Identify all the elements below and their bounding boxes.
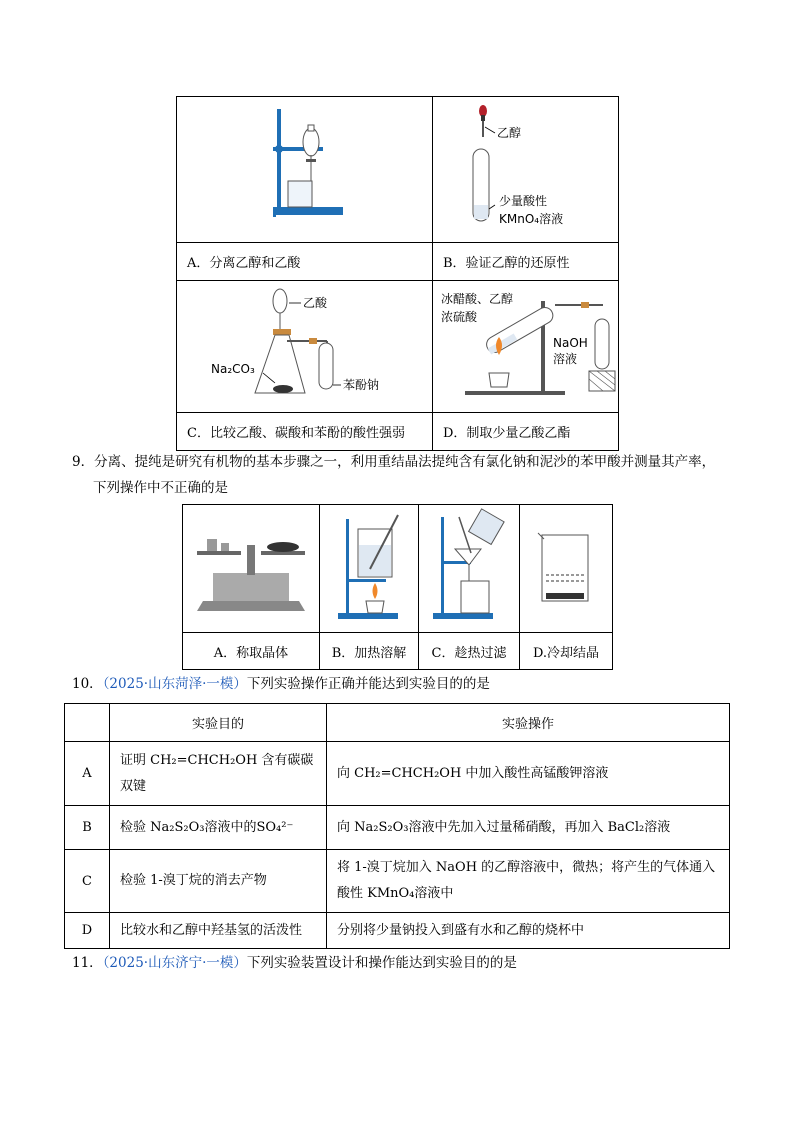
row-operation: 向 Na₂S₂O₃溶液中先加入过量稀硝酸，再加入 BaCl₂溶液	[327, 806, 730, 850]
heating-drawing	[320, 505, 418, 632]
crystallization-drawing	[520, 505, 612, 632]
question-10-source: （2025·山东菏泽·一模）	[102, 676, 247, 692]
question-10-stem	[72, 671, 732, 697]
table-row	[65, 742, 730, 806]
apparatus-table-q8	[176, 96, 619, 451]
question-10-number: 10．	[72, 676, 103, 692]
crystallization-image	[520, 505, 613, 633]
reagents-label-1: 冰醋酸、乙醇	[441, 292, 514, 306]
acetic-acid-label: 乙酸	[303, 296, 328, 310]
question-10-text: 下列实验操作正确并能达到实验目的的是	[246, 676, 490, 692]
question-11-source: （2025·山东济宁·一模）	[102, 955, 247, 971]
header-purpose: 实验目的	[110, 704, 327, 742]
row-purpose: 检验 1-溴丁烷的消去产物	[110, 850, 327, 913]
row-label: B	[65, 806, 110, 850]
panel-b-image	[433, 97, 619, 243]
row-operation: 将 1-溴丁烷加入 NaOH 的乙醇溶液中，微热；将产生的气体通入酸性 KMnO₄溶液中	[327, 850, 730, 913]
panel-d-image	[433, 281, 619, 413]
row-purpose: 比较水和乙醇中羟基氢的活泼性	[110, 913, 327, 949]
row-operation: 分别将少量钠投入到盛有水和乙醇的烧杯中	[327, 913, 730, 949]
question-9-line-1: 9．分离、提纯是研究有机物的基本步骤之一，利用重结晶法提纯含有氯化钠和泥沙的苯甲酸并测量其产率，	[72, 454, 716, 470]
row-label: C	[65, 850, 110, 913]
na2co3-label: Na₂CO₃	[211, 362, 255, 376]
table-row	[65, 913, 730, 949]
caption-d: D.冷却结晶	[520, 633, 613, 670]
ethanol-label: 乙醇	[497, 126, 522, 140]
balance-image	[183, 505, 320, 633]
question-11-stem	[72, 950, 732, 976]
row-purpose: 证明 CH₂=CHCH₂OH 含有碳碳双键	[110, 742, 327, 806]
heating-image	[320, 505, 419, 633]
question-9-stem	[72, 449, 732, 501]
kmno4-label: KMnO₄溶液	[499, 212, 564, 226]
row-purpose: 检验 Na₂S₂O₃溶液中的SO₄²⁻	[110, 806, 327, 850]
acidity-comparison-drawing	[177, 281, 432, 412]
table-row	[65, 806, 730, 850]
header-blank	[65, 704, 110, 742]
panel-a-caption: A．分离乙醇和乙酸	[177, 243, 433, 281]
row-operation: 向 CH₂=CHCH₂OH 中加入酸性高锰酸钾溶液	[327, 742, 730, 806]
phenoxide-label: 苯酚钠	[343, 378, 380, 392]
apparatus-table-q9	[182, 504, 613, 670]
panel-c-image	[177, 281, 433, 413]
question-10-table	[64, 703, 730, 949]
panel-b-caption: B．验证乙醇的还原性	[433, 243, 619, 281]
solution-label: 溶液	[553, 352, 578, 366]
caption-a: A．称取晶体	[183, 633, 320, 670]
table-row	[65, 850, 730, 913]
balance-drawing	[183, 505, 319, 632]
panel-d-caption: D．制取少量乙酸乙酯	[433, 413, 619, 451]
row-label: A	[65, 742, 110, 806]
ester-preparation-drawing	[433, 281, 618, 412]
filtration-image	[419, 505, 520, 633]
naoh-label: NaOH	[553, 336, 588, 350]
caption-b: B．加热溶解	[320, 633, 419, 670]
question-11-number: 11．	[72, 955, 103, 971]
header-operation: 实验操作	[327, 704, 730, 742]
panel-a-image	[177, 97, 433, 243]
separatory-funnel-drawing	[177, 97, 432, 242]
question-9-line-2: 下列操作中不正确的是	[93, 480, 228, 496]
caption-c: C．趁热过滤	[419, 633, 520, 670]
acid-label: 少量酸性	[499, 194, 548, 208]
filtration-drawing	[419, 505, 519, 632]
question-11-text: 下列实验装置设计和操作能达到实验目的的是	[246, 955, 517, 971]
reagents-label-2: 浓硫酸	[441, 310, 478, 324]
test-tube-dropper-drawing	[433, 97, 618, 242]
panel-c-caption: C．比较乙酸、碳酸和苯酚的酸性强弱	[177, 413, 433, 451]
row-label: D	[65, 913, 110, 949]
